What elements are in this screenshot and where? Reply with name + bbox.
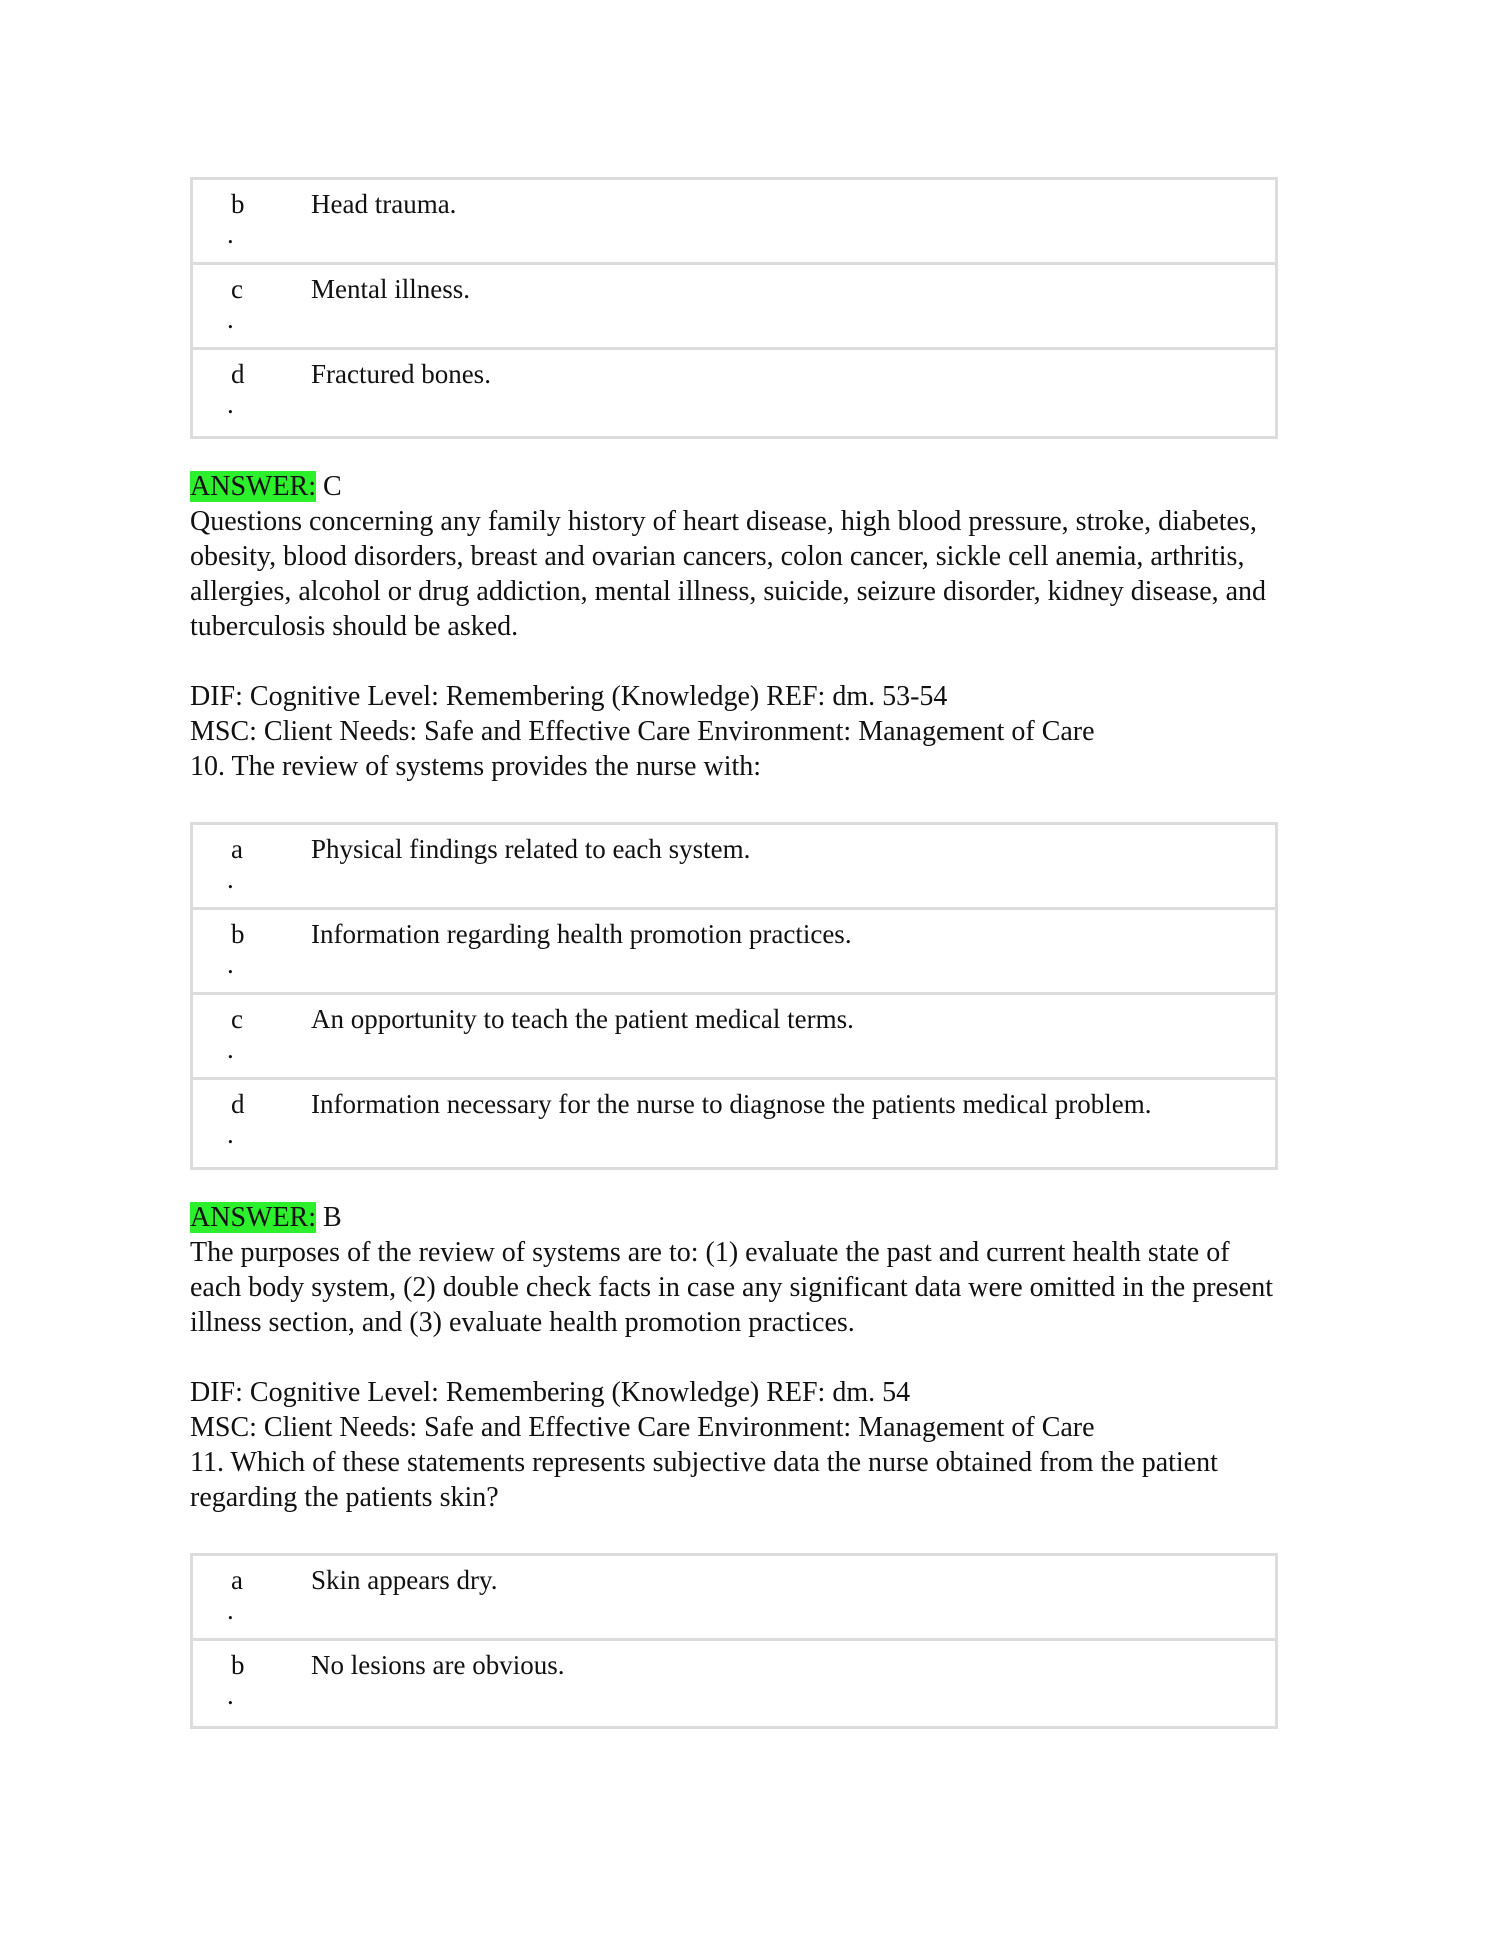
rationale-line: The purposes of the review of systems are to: (1) evaluate the past and current health state of: [190, 1237, 1230, 1268]
options-table-q10: [190, 822, 1278, 1170]
option-dot: .: [227, 949, 234, 979]
option-row: [193, 1556, 1275, 1641]
option-row: [193, 265, 1275, 350]
option-text: Physical findings related to each system.: [311, 834, 751, 864]
option-letter: c .: [231, 1002, 255, 1062]
option-text: An opportunity to teach the patient medical terms.: [311, 1004, 854, 1034]
options-table-q11: [190, 1553, 1278, 1729]
answer-label: ANSWER:: [190, 471, 316, 502]
rationale-line: illness section, and (3) evaluate health promotion practices.: [190, 1307, 855, 1338]
option-row: [193, 350, 1275, 435]
rationale-line: allergies, alcohol or drug addiction, mental illness, suicide, seizure disorder, kidney disease, and: [190, 576, 1267, 607]
dif-line: DIF: Cognitive Level: Remembering (Knowledge) REF: dm. 53-54: [190, 681, 948, 712]
answer-label: ANSWER:: [190, 1202, 316, 1233]
dif-line: DIF: Cognitive Level: Remembering (Knowledge) REF: dm. 54: [190, 1377, 911, 1408]
option-dot: .: [227, 304, 234, 334]
rationale-line: Questions concerning any family history of heart disease, high blood pressure, stroke, diabetes,: [190, 506, 1257, 537]
option-row: [193, 180, 1275, 265]
option-row: [193, 910, 1275, 995]
option-text: Information regarding health promotion practices.: [311, 919, 852, 949]
answer-value: C: [323, 471, 342, 502]
option-text: Information necessary for the nurse to diagnose the patients medical problem.: [311, 1089, 1152, 1119]
option-letter: d .: [231, 357, 255, 417]
option-dot: .: [227, 1680, 234, 1710]
option-letter: b .: [231, 917, 255, 977]
msc-line: MSC: Client Needs: Safe and Effective Care Environment: Management of Care: [190, 1412, 1095, 1443]
options-table-q9: [190, 177, 1278, 439]
option-text: Head trauma.: [311, 189, 457, 219]
msc-line: MSC: Client Needs: Safe and Effective Care Environment: Management of Care: [190, 716, 1095, 747]
answer-value: B: [323, 1202, 342, 1233]
option-text: Fractured bones.: [311, 359, 491, 389]
option-dot: .: [227, 219, 234, 249]
option-letter: c .: [231, 272, 255, 332]
document-page: [190, 177, 1330, 1729]
option-dot: .: [227, 1595, 234, 1625]
option-row: [193, 995, 1275, 1080]
option-text: No lesions are obvious.: [311, 1650, 565, 1680]
option-letter: d .: [231, 1087, 255, 1147]
option-text: Skin appears dry.: [311, 1565, 498, 1595]
option-text: Mental illness.: [311, 274, 470, 304]
option-letter: b .: [231, 187, 255, 247]
rationale-line: each body system, (2) double check facts in case any significant data were omitted in the present: [190, 1272, 1274, 1303]
rationale-line: obesity, blood disorders, breast and ovarian cancers, colon cancer, sickle cell anemia, arthritis,: [190, 541, 1245, 572]
question-stem: 10. The review of systems provides the nurse with:: [190, 751, 762, 782]
option-row: [193, 1080, 1275, 1165]
option-dot: .: [227, 1119, 234, 1149]
answer-line-q9: [190, 469, 1330, 504]
question-stem: regarding the patients skin?: [190, 1482, 499, 1513]
option-dot: .: [227, 389, 234, 419]
question-stem: 11. Which of these statements represents subjective data the nurse obtained from the patient: [190, 1447, 1218, 1478]
option-letter: a .: [231, 832, 255, 892]
rationale-line: tuberculosis should be asked.: [190, 611, 519, 642]
option-dot: .: [227, 1034, 234, 1064]
answer-line-q10: [190, 1200, 1330, 1235]
option-row: [193, 1641, 1275, 1726]
option-dot: .: [227, 864, 234, 894]
option-letter: b .: [231, 1648, 255, 1708]
option-row: [193, 825, 1275, 910]
option-letter: a .: [231, 1563, 255, 1623]
